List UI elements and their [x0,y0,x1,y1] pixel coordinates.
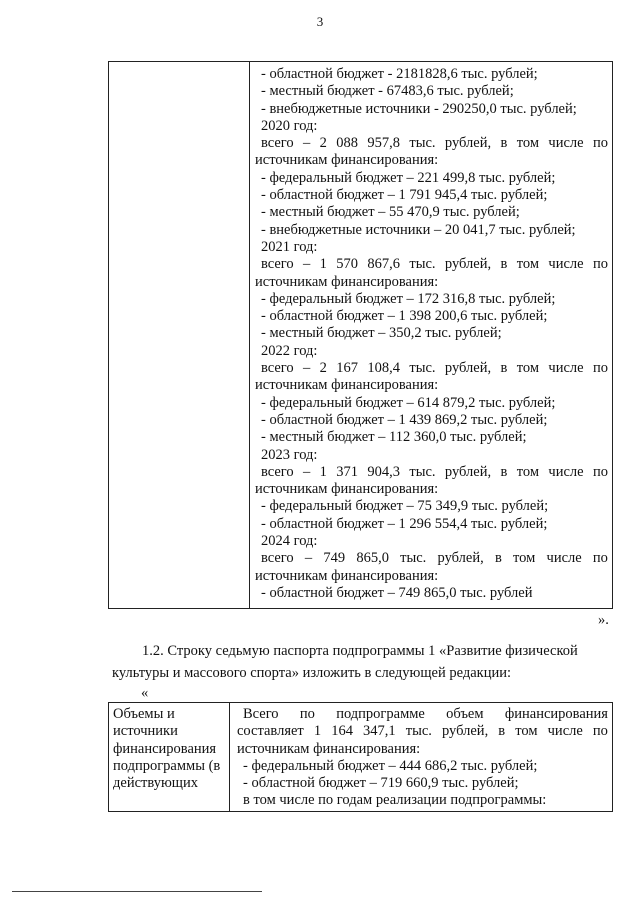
column-divider [249,62,250,608]
financing-line: - внебюджетные источники – 20 041,7 тыс. рублей; [261,221,576,238]
financing-line: - областной бюджет – 1 439 869,2 тыс. рублей; [261,411,548,428]
financing-line: всего – 2 167 108,4 тыс. рублей, в том числе по [261,360,608,377]
financing-line: - областной бюджет – 1 791 945,4 тыс. рублей; [261,187,548,204]
financing-line: Всего по подпрограмме объем финансирования [243,706,608,722]
financing-line: всего – 749 865,0 тыс. рублей, в том числе по [261,550,608,567]
financing-line: - местный бюджет - 67483,6 тыс. рублей; [261,83,514,100]
financing-line: 2022 год: [261,342,318,359]
financing-line: 2024 год: [261,533,318,550]
closing-quote: ». [598,612,609,628]
financing-line: - областной бюджет – 1 398 200,6 тыс. рублей; [261,308,548,325]
financing-line: источникам финансирования: [255,152,439,169]
financing-line: - федеральный бюджет – 444 686,2 тыс. рублей; [243,757,538,774]
financing-line: - областной бюджет – 719 660,9 тыс. рублей; [243,775,519,792]
financing-line: - областной бюджет - 2181828,6 тыс. рублей; [261,66,538,82]
financing-line: 2020 год: [261,117,318,134]
financing-line: - федеральный бюджет – 75 349,9 тыс. рублей; [261,498,549,515]
financing-line: всего – 1 570 867,6 тыс. рублей, в том числе по [261,256,608,273]
financing-line: - местный бюджет – 55 470,9 тыс. рублей; [261,204,520,221]
financing-line: - областной бюджет – 1 296 554,4 тыс. рублей; [261,515,548,532]
row-label-line: финансирования [113,740,217,757]
row-label-line: действующих [113,775,198,792]
row-label-line: Объемы и [113,706,175,722]
financing-line: источникам финансирования: [255,273,439,290]
financing-line: источникам финансирования: [255,377,439,394]
financing-details-cell [255,66,608,602]
column-divider [229,703,230,811]
paragraph-line-1: 1.2. Строку седьмую паспорта подпрограммы 1 «Развитие физической [142,643,578,659]
financing-table-continuation [108,61,613,609]
subprogram-financing-table [108,702,613,812]
financing-line: - федеральный бюджет – 614 879,2 тыс. рублей; [261,394,556,411]
financing-line: 2023 год: [261,446,318,463]
financing-line: - федеральный бюджет – 172 316,8 тыс. рублей; [261,290,556,307]
amendment-paragraph [112,640,612,684]
financing-line: 2021 год: [261,238,318,255]
financing-line: всего – 1 371 904,3 тыс. рублей, в том числе по [261,463,608,480]
financing-line: источникам финансирования: [255,567,439,584]
row-label-line: подпрограммы (в [113,757,221,774]
financing-line: составляет 1 164 347,1 тыс. рублей, в том числе по [237,723,608,740]
financing-line: источникам финансирования: [255,481,439,498]
financing-line: всего – 2 088 957,8 тыс. рублей, в том числе по [261,135,608,152]
row-label-line: источники [113,723,178,740]
page-number: 3 [316,14,324,29]
financing-line: источникам финансирования: [237,740,421,757]
footer-rule [12,891,262,892]
row-label-cell [113,706,225,792]
financing-line: - областной бюджет – 749 865,0 тыс. рублей [261,584,533,601]
row-value-cell [237,706,608,810]
opening-quote: « [141,685,149,701]
financing-line: - федеральный бюджет – 221 499,8 тыс. рублей; [261,169,556,186]
paragraph-line-2: культуры и массового спорта» изложить в следующей редакции: [112,665,512,681]
financing-line: - местный бюджет – 350,2 тыс. рублей; [261,325,502,342]
financing-line: - внебюджетные источники - 290250,0 тыс. рублей; [261,100,577,117]
financing-line: - местный бюджет – 112 360,0 тыс. рублей; [261,429,527,446]
financing-line: в том числе по годам реализации подпрограммы: [243,792,547,809]
